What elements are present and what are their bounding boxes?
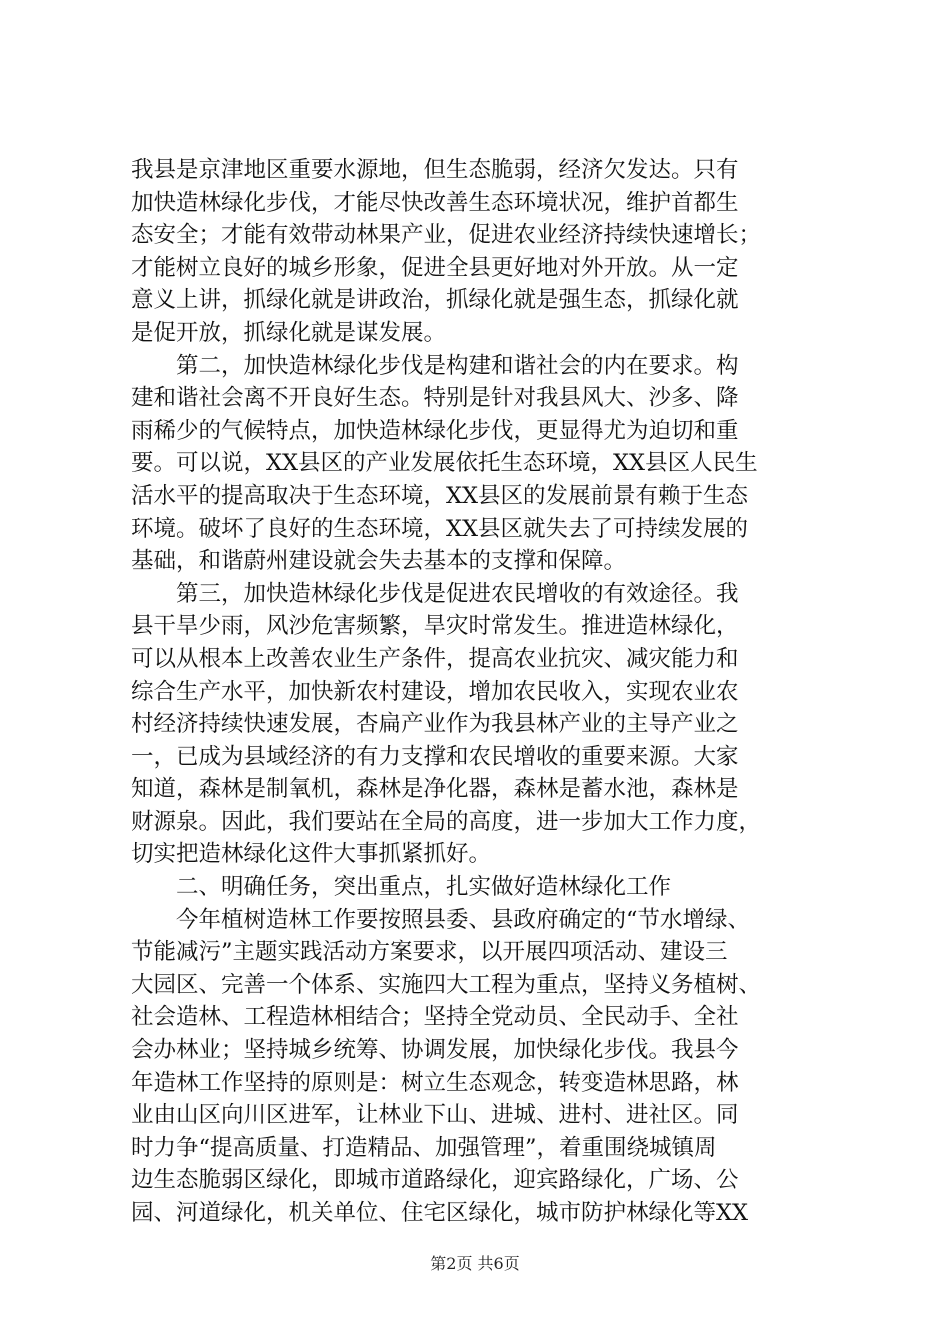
document-body [131, 154, 831, 1230]
text-line: 建和谐社会离不开良好生态。特别是针对我县风大、沙多、降 [131, 385, 739, 412]
text-line: 我县是京津地区重要水源地，但生态脆弱，经济欠发达。只有 [131, 157, 739, 183]
text-line: 加快造林绿化步伐，才能尽快改善生态环境状况，维护首都生 [131, 189, 739, 216]
text-line: 要。可以说，XX县区的产业发展依托生态环境，XX县区人民生 [131, 450, 758, 477]
text-line: 意义上讲，抓绿化就是讲政治，抓绿化就是强生态，抓绿化就 [131, 287, 739, 314]
text-line: 态安全；才能有效带动林果产业，促进农业经济持续快速增长； [131, 222, 762, 249]
text-line: 财源泉。因此，我们要站在全局的高度，进一步加大工作力度， [131, 808, 762, 835]
text-line: 基础，和谐蔚州建设就会失去基本的支撑和保障。 [131, 548, 627, 575]
text-line: 社会造林、工程造林相结合；坚持全党动员、全民动手、全社 [131, 1004, 739, 1031]
text-line: 活水平的提高取决于生态环境，XX县区的发展前景有赖于生态 [131, 482, 749, 509]
text-line: 边生态脆弱区绿化，即城市道路绿化，迎宾路绿化，广场、公 [131, 1167, 739, 1194]
text-line: 会办林业；坚持城乡统筹、协调发展，加快绿化步伐。我县今 [131, 1037, 739, 1064]
text-line: 才能树立良好的城乡形象，促进全县更好地对外开放。从一定 [131, 254, 739, 281]
text-line: 县干旱少雨，风沙危害频繁，旱灾时常发生。推进造林绿化， [131, 613, 739, 640]
text-line: 环境。破坏了良好的生态环境，XX县区就失去了可持续发展的 [131, 515, 749, 542]
text-line: 今年植树造林工作要按照县委、县政府确定的“节水增绿、 [131, 906, 751, 933]
text-line: 是促开放，抓绿化就是谋发展。 [131, 319, 447, 346]
text-line: 业由山区向川区进军，让林业下山、进城、进村、进社区。同 [131, 1102, 739, 1129]
text-line: 第三，加快造林绿化步伐是促进农民增收的有效途径。我 [131, 580, 739, 607]
text-line: 知道，森林是制氧机，森林是净化器，森林是蓄水池，森林是 [131, 776, 739, 803]
text-line: 时力争“提高质量、打造精品、加强管理”，着重围绕城镇周 [131, 1134, 717, 1161]
text-line: 村经济持续快速发展，杏扁产业作为我县林产业的主导产业之 [131, 711, 739, 738]
text-line: 可以从根本上改善农业生产条件，提高农业抗灾、减灾能力和 [131, 645, 739, 672]
text-line: 年造林工作坚持的原则是：树立生态观念，转变造林思路，林 [131, 1069, 739, 1096]
text-line: 切实把造林绿化这件大事抓紧抓好。 [131, 841, 492, 868]
text-line: 节能减污”主题实践活动方案要求，以开展四项活动、建设三 [131, 939, 728, 966]
text-line: 第二，加快造林绿化步伐是构建和谐社会的内在要求。构 [131, 352, 739, 379]
text-line: 一，已成为县域经济的有力支撑和农民增收的重要来源。大家 [131, 743, 739, 770]
page-number-footer: 第2页 共6页 [430, 1254, 520, 1273]
text-line: 综合生产水平，加快新农村建设，增加农民收入，实现农业农 [131, 678, 739, 705]
section-heading: 二、明确任务，突出重点，扎实做好造林绿化工作 [131, 874, 672, 901]
text-line: 园、河道绿化，机关单位、住宅区绿化，城市防护林绿化等XX [131, 1200, 749, 1226]
text-line: 雨稀少的气候特点，加快造林绿化步伐，更显得尤为迫切和重 [131, 417, 739, 444]
text-line: 大园区、完善一个体系、实施四大工程为重点，坚持义务植树、 [131, 971, 762, 998]
